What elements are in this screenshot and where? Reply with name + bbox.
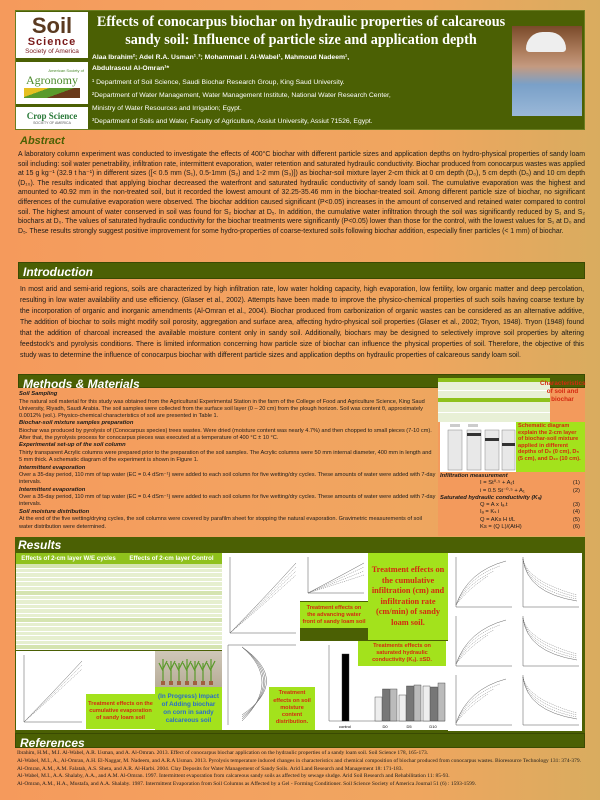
methods-subheading: Biochar-soil mixture samples preparation: [19, 420, 134, 427]
bar: [399, 695, 406, 721]
infiltration-curves: [448, 553, 582, 731]
series-line: [523, 618, 577, 656]
infiltration-rate-chart: [523, 675, 579, 725]
logo-text: Society of America: [25, 48, 79, 55]
axis: [456, 616, 512, 666]
bar: [375, 697, 382, 721]
introduction-header: [18, 262, 585, 279]
pot: [161, 681, 165, 685]
axis: [523, 675, 579, 725]
axis: [523, 557, 579, 607]
pot: [185, 681, 189, 685]
bar: [423, 686, 430, 721]
table-row: [121, 645, 222, 650]
equation-4: Iₐ = Kₛ i: [480, 509, 500, 516]
equation-number: (4): [572, 509, 580, 516]
methods-paragraph: Thirty transparent Acrylic columns were prepared prior to the preparation of the soil samples. The Acrylic columns were 50 mm internal diameter, 400 mm in length and 5 mm thick. A schematic diagram of the experiment is shown in Figure 1.: [19, 449, 432, 464]
introduction-text: In most arid and semi-arid regions, soils are characterized by high infiltration rate, low water holding capacity, high evaporation, low fertility, low organic matter and deep percolation, resulting in low water availability and use efficiency. (Glaser et al., 2002). Attempts have been made to improve the physico-chemical properties of such soils having coarse texture by the incorporation of organic and inorganic amendments (Al-Omran et al., 2004). Biochar produced from carbonization of organic wastes can be considered as an alternative additive, The addition of biochar to soils might modify soil porosity, aggregation and surface area, affecting hydro-physical soil properties (Glaser et al., 2002; Tryon, 1948). Tryon (1948) found that the addition of charcoal increased the available moisture content only in sandy soil. Additionally, biochars may be designed to selectively improve soil properties by altering feedstock's and pyrolysis conditions. There is limited information concerning how particle size of biochar can influence the physical properties of soil. Therefore, the objective of this study was to determine the influence of conocarpus biochar with different particle sizes and application depths on hydraulic properties of calcareous sandy loam soil.: [20, 286, 584, 359]
bar-label: control: [338, 724, 352, 729]
bar-label: D10: [429, 724, 437, 729]
series-line: [24, 665, 82, 722]
moisture-caption: Treatment effects on soil moisture content distribution.: [269, 687, 315, 730]
bar-label: D5: [406, 724, 412, 729]
corn-plant: [159, 659, 167, 683]
reference-item: Al-Omran, A.M., H.A., Mustafa, and A.A. Shalaby. 1987. Intermittent Evaporation from Soil Columns as Affected by a Gel - Forming Conditioner. Soil Science Society of America Journal 51 (6) : 1593-1599.: [17, 781, 477, 788]
series-line: [456, 566, 500, 605]
affiliation: ¹ Department of Soil Science, Saudi Biochar Research Group, King Saud University.: [92, 79, 345, 86]
logo-text: Agronomy: [26, 73, 78, 87]
corn-caption: (In Progress) Impact of Adding biochar on corn in sandy calcareous soil: [155, 687, 222, 730]
axis: [523, 616, 579, 666]
equation-number: (2): [572, 487, 580, 494]
cumulative-infiltration-chart: [456, 675, 512, 725]
methods-paragraph: Over a 35-day period, 110 mm of tap water (EC = 0.4 dSm⁻¹) were added to each soil column for five wetting/dry cycles. These amounts of water were added with 7-day intervals.: [19, 472, 436, 486]
agronomy-field-icon: [24, 88, 80, 98]
soil-science-logo: [16, 12, 88, 58]
series-line: [230, 571, 296, 633]
references-list: [17, 750, 582, 789]
equations-heading: Infiltration measurement: [440, 473, 508, 479]
series-line: [230, 575, 296, 633]
axis: [456, 557, 512, 607]
table-row: [438, 382, 550, 391]
series-line: [456, 571, 494, 605]
authors: Abdulrasoul Al-Omran¹*: [92, 65, 170, 72]
cap-shape: [526, 32, 566, 52]
corn-plants-icon: [155, 651, 222, 687]
references-header: [15, 733, 585, 748]
table-row: [438, 391, 550, 398]
pot: [169, 681, 173, 685]
equation-6: Ks = (Q L)/(AtH): [480, 524, 522, 531]
table-title: Effects of 2-cm layer W/E cycles: [16, 553, 121, 564]
reference-item: Al-Wabel, M.I., A.A. Shalaby, A.A., and A.M. Al-Omran. 1997. Intermittent evaporation from calcareous sandy soils as affected by sewage sludge. Arid Soil Research and Rehabilitation 11: 85-93.: [17, 773, 450, 780]
logo-text: American Society of: [48, 68, 84, 73]
series-line: [456, 625, 500, 664]
methods-subheading: Experimental set-up of the soil column: [19, 442, 126, 449]
affiliation: Ministry of Water Resources and Irrigation; Egypt.: [92, 105, 242, 112]
series-line: [308, 575, 364, 593]
equation-number: (3): [572, 502, 580, 509]
reference-item: Ibrahim, H.M., M.I. Al-Wabel, A.R. Usman, and A. Al-Omran. 2013. Effect of conocarpus biochar application on the hydraulic properties of a sandy loam soil. Soil Science 178, 165-173.: [17, 750, 429, 756]
authors: Alaa Ibrahim²; Adel R.A. Usman¹˒³; Mohammad I. Al-Wabel¹, Mahmoud Nadeem¹,: [92, 54, 350, 61]
series-line: [242, 647, 262, 721]
series-line: [242, 647, 267, 715]
equations-panel: [440, 473, 580, 531]
series-line: [456, 630, 494, 664]
corn-plant: [183, 659, 191, 683]
methods-paragraph: At the end of the five wetting/drying cycles, the soil columns were covered by parafilm sheet for stopping the natural evaporation. Gravimetric measurements of soil water distribution were determined.: [19, 516, 422, 530]
waterfront-caption: Treatment effects on the advancing water front of sandy loam soil: [300, 602, 368, 628]
series-line: [456, 620, 506, 664]
infiltration-rate-chart: [523, 557, 579, 607]
section-title: Methods & Materials: [23, 377, 140, 391]
pot: [201, 681, 205, 685]
series-line: [523, 677, 577, 719]
cumulative-infiltration-chart: [456, 557, 512, 607]
line-chart: [300, 553, 368, 601]
soil-columns-figure: [440, 422, 516, 472]
bar: [438, 683, 445, 721]
series-line: [308, 567, 364, 593]
pot: [209, 681, 213, 685]
methods-subheading: Soil Sampling: [19, 391, 58, 397]
axis: [456, 675, 512, 725]
bar: [407, 686, 414, 721]
logo-text: SOCIETY OF AMERICA: [33, 121, 71, 125]
equation-1: I = St⁰·⁵ + A₁t: [480, 480, 515, 487]
corn-plant: [207, 659, 215, 683]
equation-number: (6): [572, 524, 580, 531]
table-row: [16, 645, 121, 650]
corn-plant: [175, 661, 183, 683]
agronomy-logo: [16, 62, 88, 104]
table-row: [438, 402, 550, 413]
series-line: [456, 689, 494, 723]
poster-title: Effects of conocarpus biochar on hydraulic properties of calcareous sandy soil: Influence of particle size and application depth: [96, 14, 506, 48]
axis: [308, 557, 364, 593]
line-chart: [222, 553, 300, 641]
methods-paragraph: The natural soil material for this study was obtained from the Agricultural Experimental Station in the farm of the College of Food and Agriculture Science, King Saud University, Riyadh, Saudi Arabia. The soil samples were collected from the surface soil layer (0 – 20 cm) from the plough horizon. Soil was content θ, approximately 0.0012% (vol.). Physico-chemical characteristics of soil are presented in Table 1.: [19, 398, 425, 420]
corn-photo: [155, 651, 222, 687]
series-line: [24, 661, 82, 722]
bar: [414, 685, 421, 721]
axis: [230, 557, 296, 633]
results-heading: Results: [18, 538, 62, 552]
series-line: [308, 571, 364, 593]
series-line: [523, 618, 577, 660]
table-title: Effects of 2-cm layer Control: [121, 553, 222, 564]
bar: [431, 687, 438, 721]
waterfront-charts-2: [300, 553, 368, 601]
methods-paragraph: Over a 35-day period, 110 mm of tap water (EC = 0.4 dSm⁻¹) were added to each soil column for five wetting/dry cycles. These amounts of water were added with 7-day intervals.: [19, 494, 436, 508]
series-line: [24, 669, 82, 722]
equation-3: Q = A x Iₐ.t: [480, 502, 508, 509]
characteristics-table: [438, 378, 550, 422]
equation-number: (5): [572, 516, 580, 523]
methods-text: [19, 391, 436, 531]
series-line: [523, 559, 577, 601]
section-title: Introduction: [23, 265, 93, 279]
corn-plant: [167, 661, 175, 683]
abstract-heading: Abstract: [20, 135, 65, 147]
logo-text: Science: [27, 36, 77, 48]
series-line: [523, 559, 577, 597]
abstract-text: A laboratory column experiment was conducted to investigate the effects of 400°C biochar with different particle sizes and application depths on hydro-physical properties of sandy loam soil including: soil water penetrability, infiltration rate, intermittent evaporation, water retention and saturated hydraulic conductivity. Biochar produced from conocarpus wastes was applied at 15 g kg⁻¹ (32.9 t ha⁻¹) in different sizes ([< 0.5 mm (S₁), 0.5-1mm (S₂) and 1-2 mm (S₃)]) as biochar-soil mixture layer 2-cm thick at 0 cm depth (D₀), 5 cm depth (D₅) and 10 cm depth (D₁₀). The results indicated that applying biochar decreased the waterfront and saturated hydraulic conductivity of sandy loam soil. The cumulative evaporation was the highest and amounted to 40.92 mm in the non-treated soil, but it recorded the lowest amount of 32.25-35.46 mm in the biochar-treated soil. Among different particle size of biochar, no significant differences of the cumulative evaporation were observed. The biochar addition caused significant (P<0.05) increases in the amount of conserved and retained water compared to control soil. The highest amount of water conserved in soil was found for S₂ biochar at D₅. In addition, the cumulative water infiltration through the soil was significantly reduced by S₁ and S₂ biochars at D₀. The values of saturated hydraulic conductivity for the biochar treatments were significantly (P<0.05) lower than those for the control, with the lowest values for S₁ at D₀ and D₅. These results strongly suggest positive improvement for some hydro-properties of coarse-textured soils following biochar addition, especially finer particles (< 1 mm) of biochar.: [18, 151, 585, 235]
equation-number: (1): [572, 480, 580, 487]
equation-2: i = 0.5 St⁻⁰·⁵ + A₁: [480, 487, 525, 494]
series-line: [456, 679, 506, 723]
corn-plant: [199, 661, 207, 683]
author-photo: [512, 26, 582, 116]
series-line: [456, 694, 488, 723]
series-line: [523, 677, 577, 715]
waterfront-charts: [222, 553, 300, 641]
infiltration-charts: [448, 553, 582, 731]
series-line: [230, 563, 296, 633]
ks-caption: Treatments effects on saturated hydraulic conductivity (Kₛ). ±SD.: [358, 641, 446, 666]
equations-heading: Saturated hydraulic conductivity (Kₛ): [440, 494, 542, 501]
crop-science-logo: [16, 107, 88, 129]
series-line: [456, 576, 488, 605]
equation-5: Q = AKs H t/L: [480, 516, 516, 523]
bar: [390, 689, 397, 721]
series-line: [456, 561, 506, 605]
schematic-diagram: [440, 422, 516, 472]
series-line: [456, 684, 500, 723]
control-table: [121, 553, 222, 650]
methods-paragraph: Biochar was produced by pyrolysis of (Conocarpus species) trees wastes. Were dried (moisture content was nearly 4.7%) and then chopped to small pieces (7-10 cm). After that, the pyrolysis process for conocarpus pieces was executed at a temperature of 400 °C ± 10 °C.: [19, 427, 432, 442]
infiltration-caption: Treatment effects on the cumulative infiltration (cm) and infiltration rate (cm/min) of sandy loam soil.: [368, 553, 448, 640]
methods-subheading: Soil moisture distribution: [19, 508, 90, 515]
methods-subheading: Intermittent evaporation: [19, 486, 86, 493]
table-row: [438, 413, 550, 420]
series-line: [456, 635, 488, 664]
characteristics-caption: Characteristics of soil and biochar: [540, 380, 586, 403]
methods-subheading: Intermittent evaporation: [19, 464, 86, 471]
reference-item: Al-Wabel, M.I., A., Al-Omran, A.H. El-Naggar, M. Nadeem, and A.R.A Usman. 2013. Pyrolysis temperature induced changes in characteristics and chemical composition of biochar produced from conocarpus wastes. Bioresource Technology 131: 374-379.: [17, 757, 581, 764]
axis: [24, 655, 82, 722]
bar-label: D0: [382, 724, 388, 729]
series-line: [230, 567, 296, 633]
bar: [342, 654, 349, 721]
corn-plant: [191, 661, 199, 683]
schematic-caption: Schematic diagram explain the 2-cm layer of biochar-soil mixture applied in different depths of D₀ (0 cm), D₅ (5 cm), and D₁₀ (10 cm).: [516, 422, 585, 472]
bar: [383, 689, 390, 721]
series-line: [242, 647, 265, 717]
infiltration-rate-chart: [523, 616, 579, 666]
author-block: [92, 52, 512, 128]
evaporation-caption: Treatment effects on the cumulative evaporation of sandy loam soil: [86, 694, 155, 729]
reference-item: Al-Omran, A.M., A.M. Falatah, A.S. Sheta, and A.R. Al-Harbi. 2004. Clay Deposits for Water Management of Sandy Soils. Arid Land Research and Management 18: 171-183.: [17, 765, 403, 772]
section-title: References: [20, 736, 85, 750]
logo-text: Soil: [31, 13, 73, 38]
we-cycles-table: [16, 553, 121, 650]
logo-text: Crop Science: [26, 111, 78, 121]
affiliation: ²Department of Water Management, Water Management Institute, National Water Research Center,: [92, 92, 391, 99]
cumulative-infiltration-chart: [456, 616, 512, 666]
pot: [177, 681, 181, 685]
pot: [193, 681, 197, 685]
affiliation: ³Department of Soils and Water, Faculty of Agriculture, Assiut University, Assiut 71526, Egypt.: [92, 118, 373, 125]
